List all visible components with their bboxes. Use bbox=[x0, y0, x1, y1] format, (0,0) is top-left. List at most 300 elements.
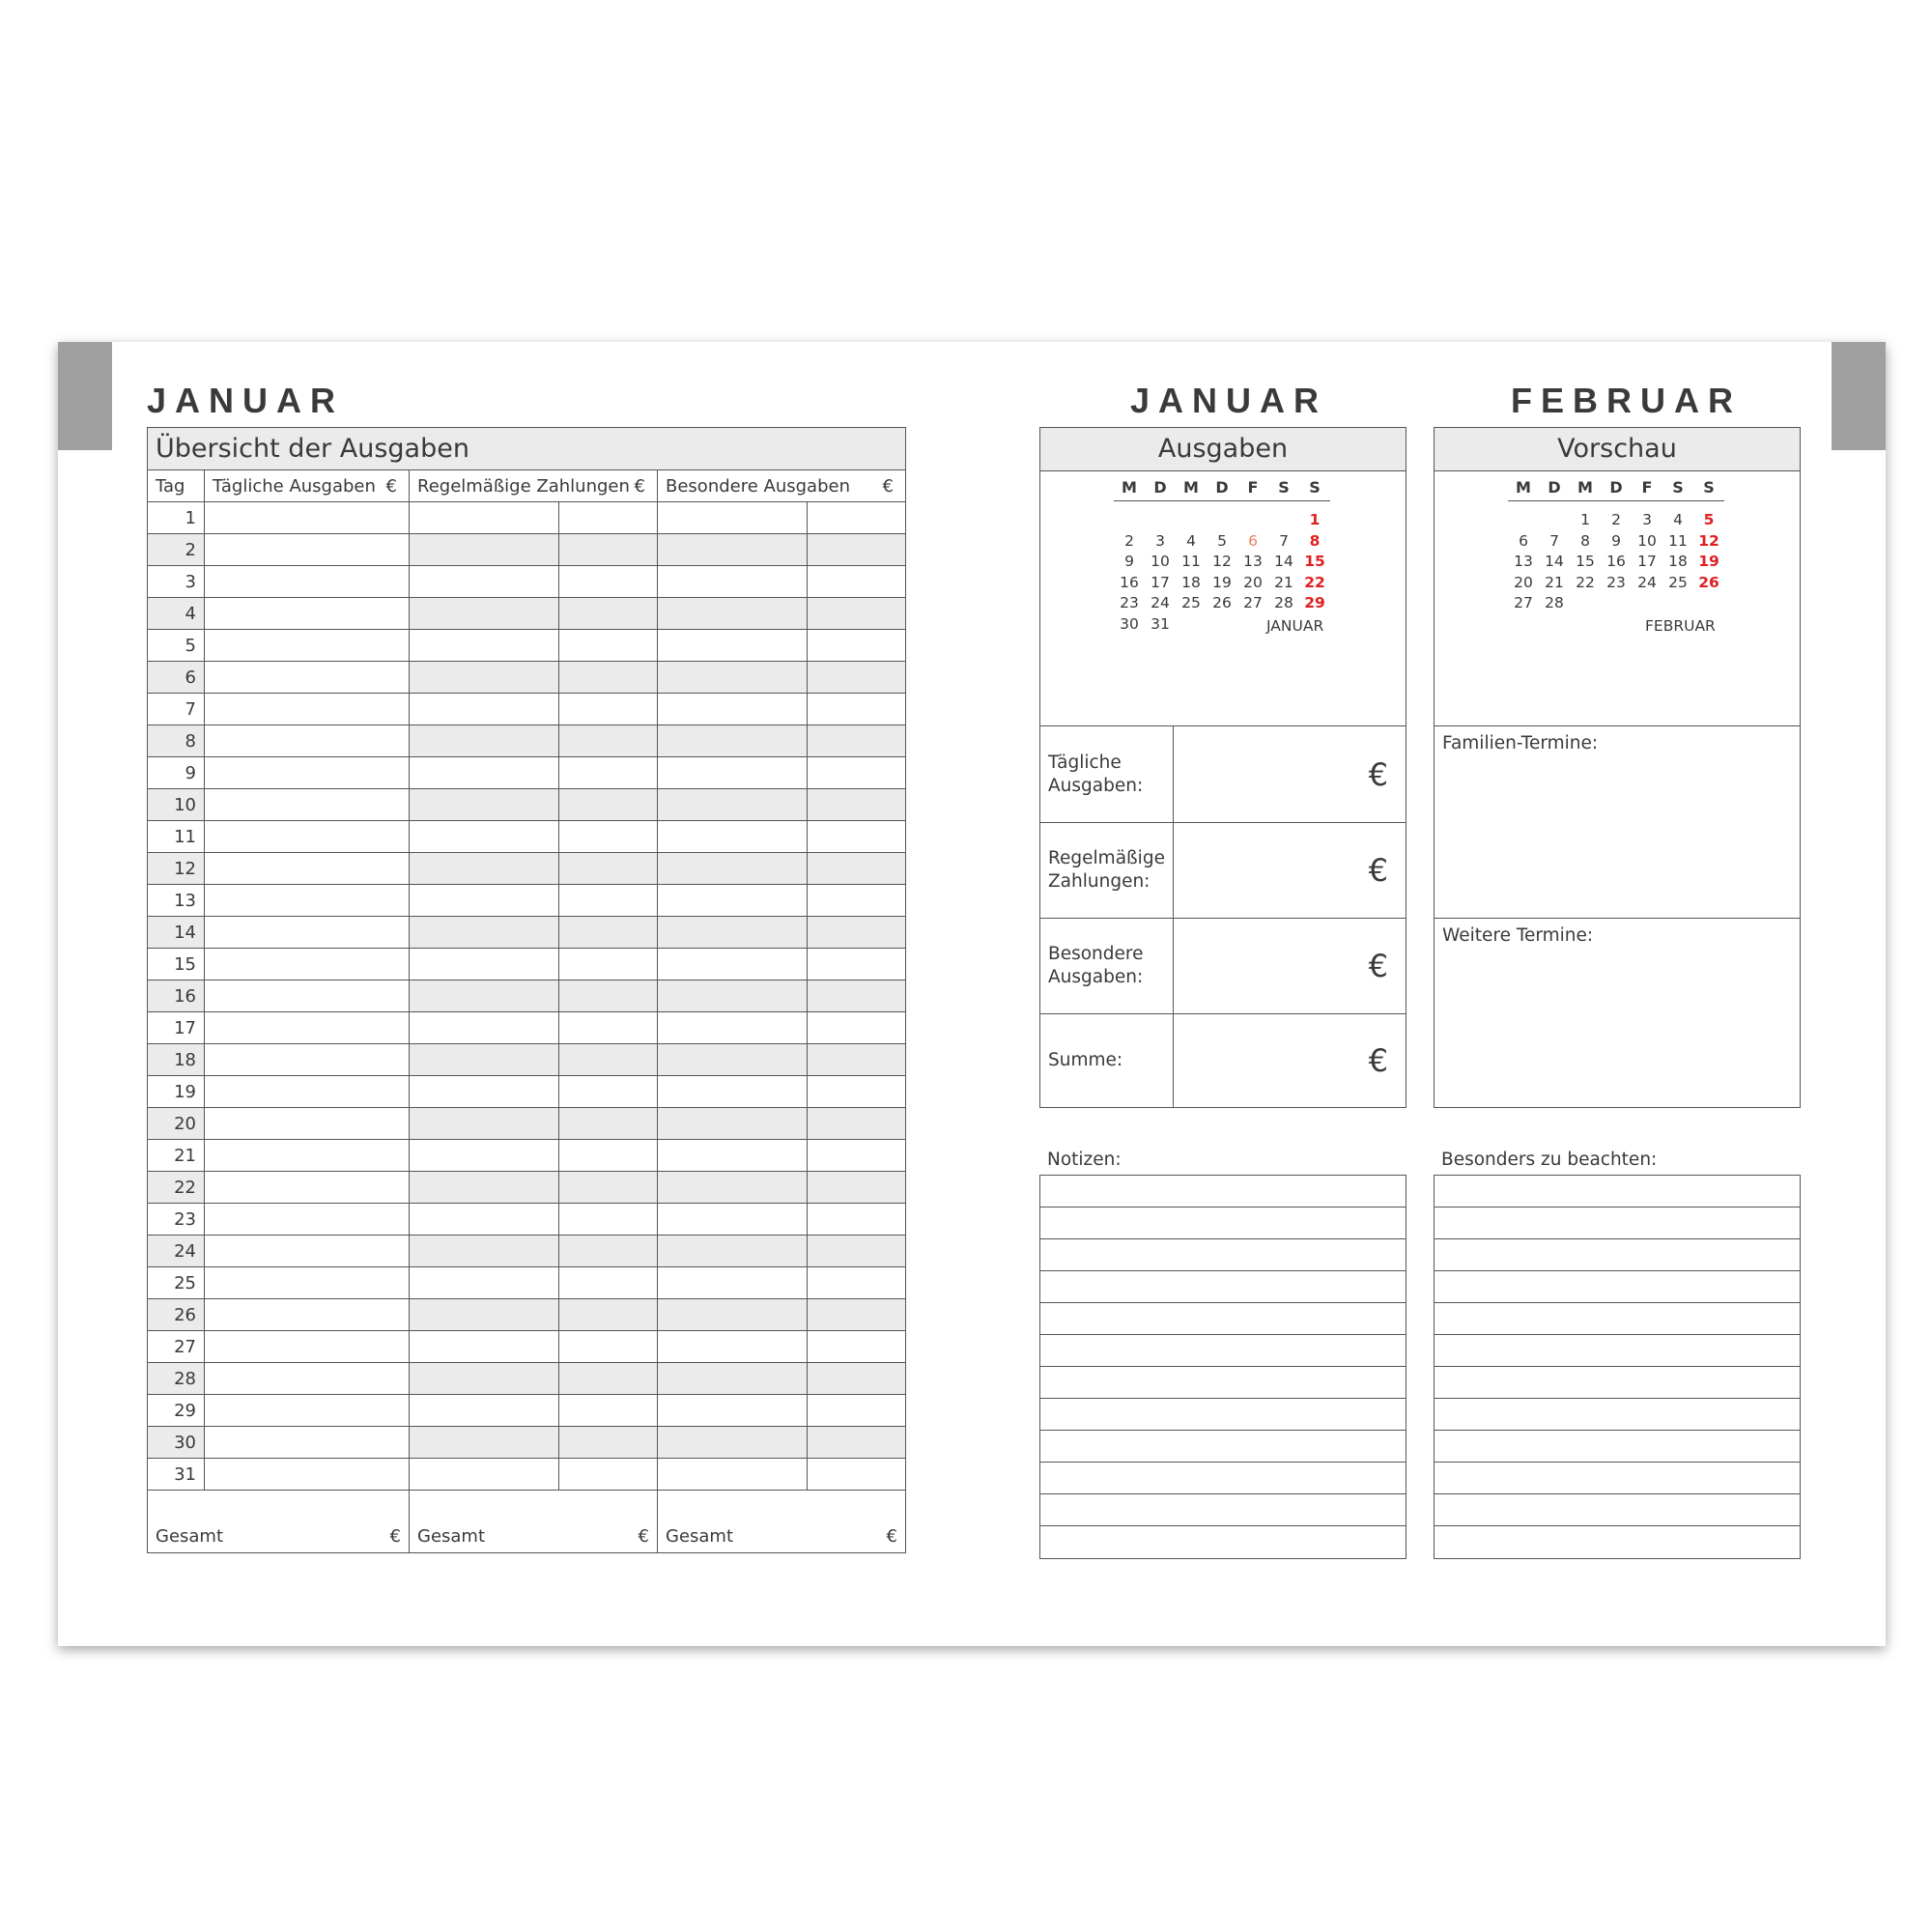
entry-cell[interactable] bbox=[410, 1044, 559, 1075]
entry-cell[interactable] bbox=[205, 1044, 410, 1075]
day-number: 15 bbox=[148, 949, 205, 980]
january-calendar-label: JANUAR bbox=[1266, 617, 1324, 635]
entry-cell[interactable] bbox=[205, 502, 410, 533]
entry-cell[interactable] bbox=[205, 1299, 410, 1330]
note-line[interactable] bbox=[1435, 1335, 1800, 1367]
table-row bbox=[148, 949, 905, 980]
entry-cell[interactable] bbox=[808, 1459, 905, 1490]
table-row bbox=[148, 662, 905, 694]
table-row bbox=[148, 1140, 905, 1172]
table-row bbox=[148, 1299, 905, 1331]
entry-cell[interactable] bbox=[205, 1363, 410, 1394]
entry-cell[interactable] bbox=[410, 980, 559, 1011]
calendar-week bbox=[1508, 594, 1724, 615]
calendar-week bbox=[1508, 553, 1724, 574]
calendar-day: 6 bbox=[1519, 531, 1528, 550]
entry-cell[interactable] bbox=[559, 949, 658, 980]
entry-cell[interactable] bbox=[658, 980, 808, 1011]
entry-cell[interactable] bbox=[658, 1267, 808, 1298]
entry-cell[interactable] bbox=[205, 885, 410, 916]
entry-cell[interactable] bbox=[410, 1140, 559, 1171]
entry-cell[interactable] bbox=[658, 662, 808, 693]
entry-cell[interactable] bbox=[808, 1204, 905, 1235]
table-row bbox=[148, 1459, 905, 1491]
entry-cell[interactable] bbox=[410, 598, 559, 629]
calendar-day: 14 bbox=[1545, 553, 1564, 570]
entry-cell[interactable] bbox=[410, 1172, 559, 1203]
entry-cell[interactable] bbox=[658, 1459, 808, 1490]
note-line[interactable] bbox=[1040, 1399, 1406, 1431]
entry-cell[interactable] bbox=[410, 789, 559, 820]
entry-cell[interactable] bbox=[808, 1140, 905, 1171]
total-daily bbox=[148, 1491, 410, 1552]
entry-cell[interactable] bbox=[658, 630, 808, 661]
entry-cell[interactable] bbox=[808, 566, 905, 597]
table-row bbox=[148, 1236, 905, 1267]
calendar-day: 29 bbox=[1304, 594, 1325, 611]
entry-cell[interactable] bbox=[205, 694, 410, 724]
entry-cell[interactable] bbox=[410, 853, 559, 884]
calendar-day: 11 bbox=[1668, 531, 1688, 550]
col-regular-label: Regelmäßige Zahlungen bbox=[417, 475, 630, 497]
entry-cell[interactable] bbox=[658, 598, 808, 629]
calendar-day: 10 bbox=[1637, 531, 1657, 550]
entry-cell[interactable] bbox=[808, 853, 905, 884]
calendar-week bbox=[1114, 574, 1330, 595]
entry-cell[interactable] bbox=[205, 1108, 410, 1139]
note-line[interactable] bbox=[1040, 1208, 1406, 1239]
entry-cell[interactable] bbox=[658, 1204, 808, 1235]
col-special-euro: € bbox=[882, 475, 894, 497]
entry-cell[interactable] bbox=[808, 1395, 905, 1426]
calendar-day: 24 bbox=[1637, 573, 1657, 591]
table-row bbox=[148, 534, 905, 566]
weekday-label: S bbox=[1278, 478, 1290, 497]
calendar-day: 24 bbox=[1151, 594, 1170, 611]
entry-cell[interactable] bbox=[205, 789, 410, 820]
entry-cell[interactable] bbox=[559, 1299, 658, 1330]
entry-cell[interactable] bbox=[808, 980, 905, 1011]
entry-cell[interactable] bbox=[658, 853, 808, 884]
total-daily-euro: € bbox=[389, 1526, 401, 1547]
entry-cell[interactable] bbox=[559, 630, 658, 661]
note-line[interactable] bbox=[1040, 1239, 1406, 1271]
entry-cell[interactable] bbox=[658, 1108, 808, 1139]
note-line[interactable] bbox=[1435, 1367, 1800, 1399]
day-number: 9 bbox=[148, 757, 205, 788]
calendar-day: 8 bbox=[1309, 531, 1321, 550]
summary-special-label: Besondere Ausgaben: bbox=[1040, 919, 1174, 1013]
col-daily bbox=[205, 470, 410, 501]
entry-cell[interactable] bbox=[559, 1140, 658, 1171]
entry-cell[interactable] bbox=[658, 949, 808, 980]
entry-cell[interactable] bbox=[808, 789, 905, 820]
entry-cell[interactable] bbox=[808, 1076, 905, 1107]
entry-cell[interactable] bbox=[205, 821, 410, 852]
entry-cell[interactable] bbox=[205, 534, 410, 565]
entry-cell[interactable] bbox=[205, 1140, 410, 1171]
calendar-day: 17 bbox=[1151, 573, 1170, 591]
entry-cell[interactable] bbox=[559, 853, 658, 884]
january-box-title: Ausgaben bbox=[1040, 428, 1406, 471]
entry-cell[interactable] bbox=[205, 1236, 410, 1266]
note-line[interactable] bbox=[1435, 1494, 1800, 1526]
calendar-day: 22 bbox=[1576, 573, 1595, 591]
entry-cell[interactable] bbox=[559, 917, 658, 948]
ledger-title: Übersicht der Ausgaben bbox=[148, 428, 905, 470]
entry-cell[interactable] bbox=[205, 1012, 410, 1043]
entry-cell[interactable] bbox=[658, 725, 808, 756]
entry-cell[interactable] bbox=[205, 662, 410, 693]
table-row bbox=[148, 789, 905, 821]
entry-cell[interactable] bbox=[410, 1427, 559, 1458]
calendar-day: 4 bbox=[1673, 511, 1683, 528]
table-row bbox=[148, 1267, 905, 1299]
entry-cell[interactable] bbox=[559, 1267, 658, 1298]
calendar-day: 25 bbox=[1181, 594, 1201, 611]
entry-cell[interactable] bbox=[410, 757, 559, 788]
entry-cell[interactable] bbox=[808, 598, 905, 629]
table-row bbox=[148, 1012, 905, 1044]
calendar-day: 17 bbox=[1637, 553, 1657, 570]
entry-cell[interactable] bbox=[808, 1331, 905, 1362]
entry-cell[interactable] bbox=[559, 1044, 658, 1075]
entry-cell[interactable] bbox=[658, 821, 808, 852]
calendar-day: 12 bbox=[1698, 531, 1719, 550]
entry-cell[interactable] bbox=[410, 949, 559, 980]
entry-cell[interactable] bbox=[559, 1172, 658, 1203]
calendar-week bbox=[1508, 532, 1724, 554]
entry-cell[interactable] bbox=[559, 1427, 658, 1458]
entry-cell[interactable] bbox=[205, 1395, 410, 1426]
day-number: 12 bbox=[148, 853, 205, 884]
weekday-label: D bbox=[1153, 478, 1167, 497]
entry-cell[interactable] bbox=[808, 821, 905, 852]
weekday-label: D bbox=[1215, 478, 1229, 497]
note-line[interactable] bbox=[1435, 1271, 1800, 1303]
entry-cell[interactable] bbox=[658, 917, 808, 948]
notes-lines[interactable] bbox=[1039, 1175, 1406, 1559]
col-special-label: Besondere Ausgaben bbox=[666, 475, 850, 497]
entry-cell[interactable] bbox=[559, 821, 658, 852]
table-row bbox=[148, 757, 905, 789]
day-number: 14 bbox=[148, 917, 205, 948]
weekday-label: S bbox=[1703, 478, 1715, 497]
day-number: 24 bbox=[148, 1236, 205, 1266]
entry-cell[interactable] bbox=[410, 885, 559, 916]
calendar-day bbox=[1601, 594, 1632, 615]
note-line[interactable] bbox=[1040, 1367, 1406, 1399]
entry-cell[interactable] bbox=[205, 1172, 410, 1203]
note-line[interactable] bbox=[1040, 1463, 1406, 1494]
entry-cell[interactable] bbox=[559, 725, 658, 756]
total-regular bbox=[410, 1491, 658, 1552]
entry-cell[interactable] bbox=[559, 1331, 658, 1362]
entry-cell[interactable] bbox=[410, 1076, 559, 1107]
note-line[interactable] bbox=[1435, 1431, 1800, 1463]
entry-cell[interactable] bbox=[205, 1076, 410, 1107]
entry-cell[interactable] bbox=[658, 1172, 808, 1203]
entry-cell[interactable] bbox=[658, 534, 808, 565]
note-line[interactable] bbox=[1435, 1526, 1800, 1558]
entry-cell[interactable] bbox=[205, 566, 410, 597]
entry-cell[interactable] bbox=[658, 1363, 808, 1394]
entry-cell[interactable] bbox=[658, 757, 808, 788]
february-preview-box bbox=[1434, 427, 1801, 1108]
january-mini-calendar bbox=[1114, 478, 1330, 636]
day-number: 5 bbox=[148, 630, 205, 661]
entry-cell[interactable] bbox=[559, 1363, 658, 1394]
entry-cell[interactable] bbox=[205, 630, 410, 661]
table-row bbox=[148, 598, 905, 630]
entry-cell[interactable] bbox=[658, 502, 808, 533]
entry-cell[interactable] bbox=[205, 949, 410, 980]
weekday-label: M bbox=[1183, 478, 1199, 497]
entry-cell[interactable] bbox=[559, 789, 658, 820]
calendar-week bbox=[1114, 594, 1330, 615]
february-mini-calendar bbox=[1508, 478, 1724, 615]
right-month-title-feb: FEBRUAR bbox=[1511, 381, 1742, 420]
ledger-rows bbox=[148, 502, 905, 1491]
entry-cell[interactable] bbox=[658, 1427, 808, 1458]
note-line[interactable] bbox=[1435, 1208, 1800, 1239]
calendar-day: 19 bbox=[1698, 553, 1719, 570]
table-row bbox=[148, 725, 905, 757]
day-number: 23 bbox=[148, 1204, 205, 1235]
weekday-label: S bbox=[1672, 478, 1684, 497]
calendar-day bbox=[1207, 511, 1237, 532]
entry-cell[interactable] bbox=[559, 694, 658, 724]
february-calendar-label: FEBRUAR bbox=[1645, 617, 1716, 635]
total-regular-euro: € bbox=[638, 1526, 649, 1547]
entry-cell[interactable] bbox=[808, 630, 905, 661]
entry-cell[interactable] bbox=[559, 598, 658, 629]
summary-special-euro: € bbox=[1368, 948, 1388, 984]
calendar-day: 18 bbox=[1668, 553, 1688, 570]
entry-cell[interactable] bbox=[205, 1427, 410, 1458]
entry-cell[interactable] bbox=[410, 694, 559, 724]
calendar-day bbox=[1145, 511, 1176, 532]
entry-cell[interactable] bbox=[658, 885, 808, 916]
entry-cell[interactable] bbox=[559, 1395, 658, 1426]
calendar-day: 9 bbox=[1124, 553, 1134, 570]
entry-cell[interactable] bbox=[205, 853, 410, 884]
entry-cell[interactable] bbox=[658, 1076, 808, 1107]
entry-cell[interactable] bbox=[808, 1299, 905, 1330]
table-row bbox=[148, 1427, 905, 1459]
summary-daily bbox=[1040, 725, 1406, 822]
attention-lines[interactable] bbox=[1434, 1175, 1801, 1559]
entry-cell[interactable] bbox=[205, 757, 410, 788]
entry-cell[interactable] bbox=[410, 630, 559, 661]
entry-cell[interactable] bbox=[808, 502, 905, 533]
note-line[interactable] bbox=[1040, 1271, 1406, 1303]
entry-cell[interactable] bbox=[410, 821, 559, 852]
calendar-day: 16 bbox=[1120, 573, 1139, 591]
col-daily-label: Tägliche Ausgaben bbox=[213, 475, 376, 497]
calendar-day: 20 bbox=[1514, 573, 1533, 591]
entry-cell[interactable] bbox=[410, 566, 559, 597]
calendar-day bbox=[1662, 594, 1693, 615]
total-regular-label: Gesamt bbox=[417, 1526, 486, 1547]
calendar-day bbox=[1570, 594, 1601, 615]
calendar-day: 26 bbox=[1212, 594, 1232, 611]
calendar-day: 13 bbox=[1243, 553, 1263, 570]
entry-cell[interactable] bbox=[410, 1108, 559, 1139]
entry-cell[interactable] bbox=[410, 1299, 559, 1330]
entry-cell[interactable] bbox=[808, 1267, 905, 1298]
entry-cell[interactable] bbox=[808, 725, 905, 756]
entry-cell[interactable] bbox=[808, 1172, 905, 1203]
note-line[interactable] bbox=[1040, 1335, 1406, 1367]
calendar-day: 22 bbox=[1304, 573, 1325, 591]
entry-cell[interactable] bbox=[410, 534, 559, 565]
entry-cell[interactable] bbox=[808, 949, 905, 980]
calendar-day: 2 bbox=[1124, 531, 1134, 550]
day-number: 25 bbox=[148, 1267, 205, 1298]
entry-cell[interactable] bbox=[658, 1236, 808, 1266]
entry-cell[interactable] bbox=[559, 1012, 658, 1043]
entry-cell[interactable] bbox=[559, 1459, 658, 1490]
calendar-day bbox=[1176, 615, 1207, 637]
entry-cell[interactable] bbox=[559, 980, 658, 1011]
calendar-day: 5 bbox=[1217, 531, 1227, 550]
entry-cell[interactable] bbox=[205, 1267, 410, 1298]
total-daily-label: Gesamt bbox=[156, 1526, 224, 1547]
entry-cell[interactable] bbox=[559, 1236, 658, 1266]
entry-cell[interactable] bbox=[559, 662, 658, 693]
entry-cell[interactable] bbox=[205, 917, 410, 948]
entry-cell[interactable] bbox=[658, 566, 808, 597]
entry-cell[interactable] bbox=[658, 1044, 808, 1075]
entry-cell[interactable] bbox=[410, 725, 559, 756]
note-line[interactable] bbox=[1435, 1303, 1800, 1335]
calendar-day: 7 bbox=[1279, 531, 1289, 550]
entry-cell[interactable] bbox=[658, 789, 808, 820]
day-number: 22 bbox=[148, 1172, 205, 1203]
entry-cell[interactable] bbox=[410, 1236, 559, 1266]
note-line[interactable] bbox=[1435, 1463, 1800, 1494]
day-number: 13 bbox=[148, 885, 205, 916]
note-line[interactable] bbox=[1435, 1239, 1800, 1271]
entry-cell[interactable] bbox=[410, 1395, 559, 1426]
entry-cell[interactable] bbox=[658, 1299, 808, 1330]
summary-daily-label: Tägliche Ausgaben: bbox=[1040, 726, 1174, 822]
entry-cell[interactable] bbox=[559, 1204, 658, 1235]
note-line[interactable] bbox=[1040, 1303, 1406, 1335]
entry-cell[interactable] bbox=[559, 1108, 658, 1139]
calendar-day: 15 bbox=[1304, 553, 1325, 570]
entry-cell[interactable] bbox=[410, 917, 559, 948]
entry-cell[interactable] bbox=[808, 1363, 905, 1394]
entry-cell[interactable] bbox=[808, 885, 905, 916]
calendar-day bbox=[1114, 511, 1145, 532]
ledger-totals bbox=[148, 1491, 905, 1552]
day-number: 19 bbox=[148, 1076, 205, 1107]
calendar-day: 16 bbox=[1606, 553, 1626, 570]
calendar-day: 4 bbox=[1186, 531, 1196, 550]
entry-cell[interactable] bbox=[410, 1267, 559, 1298]
entry-cell[interactable] bbox=[808, 917, 905, 948]
family-appointments bbox=[1435, 725, 1800, 918]
entry-cell[interactable] bbox=[410, 1012, 559, 1043]
family-appointments-label: Familien-Termine: bbox=[1442, 733, 1599, 753]
entry-cell[interactable] bbox=[658, 694, 808, 724]
entry-cell[interactable] bbox=[658, 1331, 808, 1362]
calendar-day: 13 bbox=[1514, 553, 1533, 570]
entry-cell[interactable] bbox=[808, 694, 905, 724]
note-line[interactable] bbox=[1040, 1526, 1406, 1558]
entry-cell[interactable] bbox=[808, 534, 905, 565]
weekday-label: M bbox=[1516, 478, 1531, 497]
entry-cell[interactable] bbox=[559, 885, 658, 916]
entry-cell[interactable] bbox=[205, 598, 410, 629]
entry-cell[interactable] bbox=[808, 1012, 905, 1043]
note-line[interactable] bbox=[1040, 1494, 1406, 1526]
entry-cell[interactable] bbox=[808, 662, 905, 693]
summary-regular-label: Regelmäßige Zahlungen: bbox=[1040, 823, 1174, 918]
entry-cell[interactable] bbox=[410, 1363, 559, 1394]
table-row bbox=[148, 885, 905, 917]
entry-cell[interactable] bbox=[205, 980, 410, 1011]
note-line[interactable] bbox=[1040, 1431, 1406, 1463]
summary-special bbox=[1040, 918, 1406, 1013]
note-line[interactable] bbox=[1435, 1399, 1800, 1431]
entry-cell[interactable] bbox=[808, 757, 905, 788]
entry-cell[interactable] bbox=[559, 1076, 658, 1107]
entry-cell[interactable] bbox=[559, 534, 658, 565]
entry-cell[interactable] bbox=[559, 566, 658, 597]
entry-cell[interactable] bbox=[808, 1427, 905, 1458]
table-row bbox=[148, 1172, 905, 1204]
calendar-week bbox=[1114, 532, 1330, 554]
weekday-header bbox=[1508, 478, 1724, 501]
entry-cell[interactable] bbox=[410, 1204, 559, 1235]
calendar-week bbox=[1508, 511, 1724, 532]
notes-label: Notizen: bbox=[1047, 1150, 1122, 1170]
col-daily-euro: € bbox=[385, 475, 397, 497]
calendar-day: 18 bbox=[1181, 573, 1201, 591]
table-row bbox=[148, 980, 905, 1012]
entry-cell[interactable] bbox=[205, 1459, 410, 1490]
other-appointments-label: Weitere Termine: bbox=[1442, 925, 1594, 946]
summary-regular bbox=[1040, 822, 1406, 918]
weekday-label: F bbox=[1641, 478, 1653, 497]
entry-cell[interactable] bbox=[658, 1140, 808, 1171]
entry-cell[interactable] bbox=[205, 1331, 410, 1362]
entry-cell[interactable] bbox=[808, 1044, 905, 1075]
entry-cell[interactable] bbox=[658, 1395, 808, 1426]
january-expenses-box bbox=[1039, 427, 1406, 1108]
entry-cell[interactable] bbox=[205, 725, 410, 756]
entry-cell[interactable] bbox=[808, 1108, 905, 1139]
entry-cell[interactable] bbox=[205, 1204, 410, 1235]
entry-cell[interactable] bbox=[410, 502, 559, 533]
calendar-day: 1 bbox=[1580, 511, 1590, 528]
note-line[interactable] bbox=[1435, 1176, 1800, 1208]
entry-cell[interactable] bbox=[410, 1459, 559, 1490]
note-line[interactable] bbox=[1040, 1176, 1406, 1208]
entry-cell[interactable] bbox=[559, 757, 658, 788]
entry-cell[interactable] bbox=[410, 662, 559, 693]
calendar-day: 10 bbox=[1151, 553, 1170, 570]
calendar-day bbox=[1539, 511, 1570, 532]
calendar-day bbox=[1632, 594, 1662, 615]
entry-cell[interactable] bbox=[559, 502, 658, 533]
entry-cell[interactable] bbox=[410, 1331, 559, 1362]
entry-cell[interactable] bbox=[658, 1012, 808, 1043]
entry-cell[interactable] bbox=[808, 1236, 905, 1266]
